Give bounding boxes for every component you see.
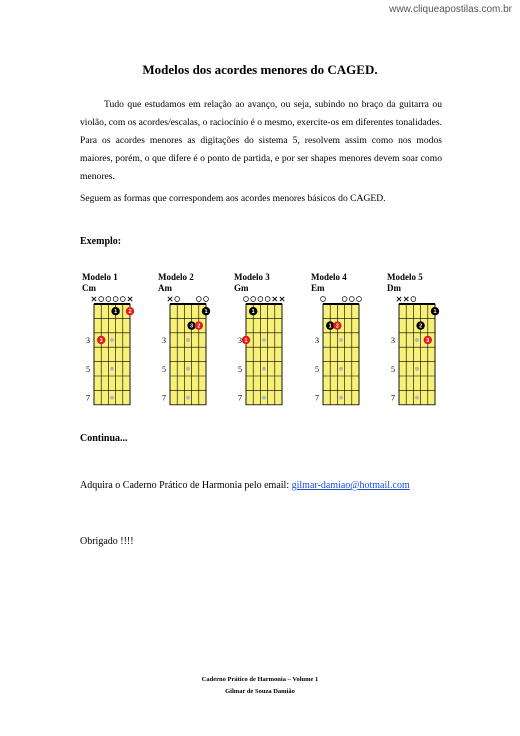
finger-dot (187, 321, 195, 329)
fret-marker (339, 396, 343, 400)
open-string-marker (113, 297, 118, 302)
svg-text:3: 3 (426, 338, 430, 344)
open-string-marker (265, 297, 270, 302)
open-string-marker (357, 297, 362, 302)
forms-paragraph: Seguem as formas que correspondem aos acordes menores básicos do CAGED. (80, 193, 386, 204)
open-string-marker (411, 297, 416, 302)
fret-number: 7 (86, 393, 90, 403)
chord-name: Em (311, 283, 325, 293)
open-string-marker (106, 297, 111, 302)
chord-name: Dm (387, 283, 401, 293)
chord-diagram-dm (387, 272, 457, 402)
svg-text:3: 3 (190, 323, 194, 330)
fretboard (170, 304, 206, 405)
fret-marker (110, 396, 114, 400)
open-string-marker (99, 297, 104, 302)
fret-marker (415, 338, 419, 342)
fret-marker (186, 396, 190, 400)
fret-number: 7 (391, 393, 395, 403)
muted-string-marker (280, 297, 284, 301)
svg-text:2: 2 (335, 323, 339, 330)
fret-number: 7 (315, 393, 319, 403)
thanks-text: Obrigado !!!! (80, 536, 134, 547)
footer-title: Caderno Prático de Harmonia – Volume 1 (201, 676, 319, 683)
model-name: Modelo 1 (82, 272, 118, 282)
open-string-marker (349, 297, 354, 302)
fret-number: 5 (238, 364, 242, 374)
open-string-marker (244, 297, 249, 302)
svg-text:2: 2 (197, 323, 201, 330)
purchase-text: Adquira o Caderno Prático de Harmonia pelo email: (80, 480, 292, 491)
chord-diagram-am (158, 272, 228, 402)
fret-number: 3 (238, 336, 242, 345)
fret-marker (415, 367, 419, 371)
page-title: Modelos dos acordes menores do CAGED. (142, 62, 378, 77)
open-string-marker (204, 297, 209, 302)
fret-marker (415, 396, 419, 400)
fretboard (94, 304, 130, 405)
fret-marker (339, 338, 343, 342)
finger-dot (424, 336, 432, 344)
email-link[interactable]: gilmar-damiao@hotmail.com (291, 480, 410, 491)
svg-text:3: 3 (99, 338, 103, 344)
fret-marker (186, 367, 190, 371)
footer-author: Gilmar de Souza Damião (225, 688, 295, 695)
exemplo-label: Exemplo: (80, 236, 122, 247)
svg-text:1: 1 (433, 309, 437, 316)
svg-text:1: 1 (114, 309, 118, 316)
finger-dot (416, 321, 424, 329)
finger-dot (111, 307, 119, 315)
chord-diagram-em (311, 272, 381, 402)
fret-number: 3 (162, 336, 166, 345)
muted-string-marker (168, 297, 172, 301)
purchase-line (80, 480, 410, 491)
open-string-marker (342, 297, 347, 302)
model-name: Modelo 5 (387, 272, 423, 282)
svg-text:1: 1 (328, 323, 332, 330)
watermark-url: www.cliqueapostilas.com.br (389, 4, 512, 15)
open-string-marker (258, 297, 263, 302)
svg-text:2: 2 (419, 323, 423, 330)
fretboard (246, 304, 282, 405)
fret-marker (262, 396, 266, 400)
fret-number: 3 (86, 336, 90, 345)
svg-text:1: 1 (251, 309, 255, 316)
finger-dot (431, 307, 439, 315)
fret-number: 5 (86, 364, 90, 374)
intro-paragraph: Tudo que estudamos em relação ao avanço, ou seja, subindo no braço da guitarra ou violão, com os acordes/escalas, o raciocínio é o mesmo, exercite-os em diferentes tonalidades. Para os acordes menores as digitações do sistema 5, resolvem assim como nos modos maiores, porém, o que difere é o ponto de partida, e por ser shapes menores devem soar como menores. (80, 99, 442, 182)
fret-number: 7 (238, 393, 242, 403)
chord-name: Gm (234, 283, 249, 293)
fretboard (323, 304, 359, 405)
model-name: Modelo 4 (311, 272, 347, 282)
finger-dot (202, 307, 210, 315)
model-name: Modelo 3 (234, 272, 270, 282)
fret-marker (339, 367, 343, 371)
chord-diagram-cm (82, 272, 152, 402)
finger-dot (249, 307, 257, 315)
finger-dot (242, 336, 250, 344)
fret-number: 3 (391, 336, 395, 345)
fret-marker (262, 367, 266, 371)
svg-text:1: 1 (204, 309, 208, 316)
fret-number: 5 (162, 364, 166, 374)
muted-string-marker (92, 297, 96, 301)
svg-text:2: 2 (128, 309, 132, 316)
svg-text:1: 1 (244, 338, 248, 344)
fret-marker (262, 338, 266, 342)
fret-number: 3 (315, 336, 319, 345)
fret-marker (110, 338, 114, 342)
open-string-marker (251, 297, 256, 302)
finger-dot (195, 321, 203, 329)
fret-number: 7 (162, 393, 166, 403)
fret-number: 5 (315, 364, 319, 374)
model-name: Modelo 2 (158, 272, 194, 282)
open-string-marker (120, 297, 125, 302)
fretboard (399, 304, 435, 405)
chord-name: Cm (82, 283, 96, 293)
muted-string-marker (404, 297, 408, 301)
chord-name: Am (158, 283, 172, 293)
fret-number: 5 (391, 364, 395, 374)
muted-string-marker (397, 297, 401, 301)
muted-string-marker (273, 297, 277, 301)
muted-string-marker (128, 297, 132, 301)
continua-label: Continua... (80, 433, 128, 444)
open-string-marker (196, 297, 201, 302)
finger-dot (326, 321, 334, 329)
fret-marker (186, 338, 190, 342)
finger-dot (126, 307, 134, 315)
chord-diagram-gm (234, 272, 304, 402)
fret-marker (110, 367, 114, 371)
open-string-marker (175, 297, 180, 302)
finger-dot (333, 321, 341, 329)
open-string-marker (321, 297, 326, 302)
finger-dot (97, 336, 105, 344)
